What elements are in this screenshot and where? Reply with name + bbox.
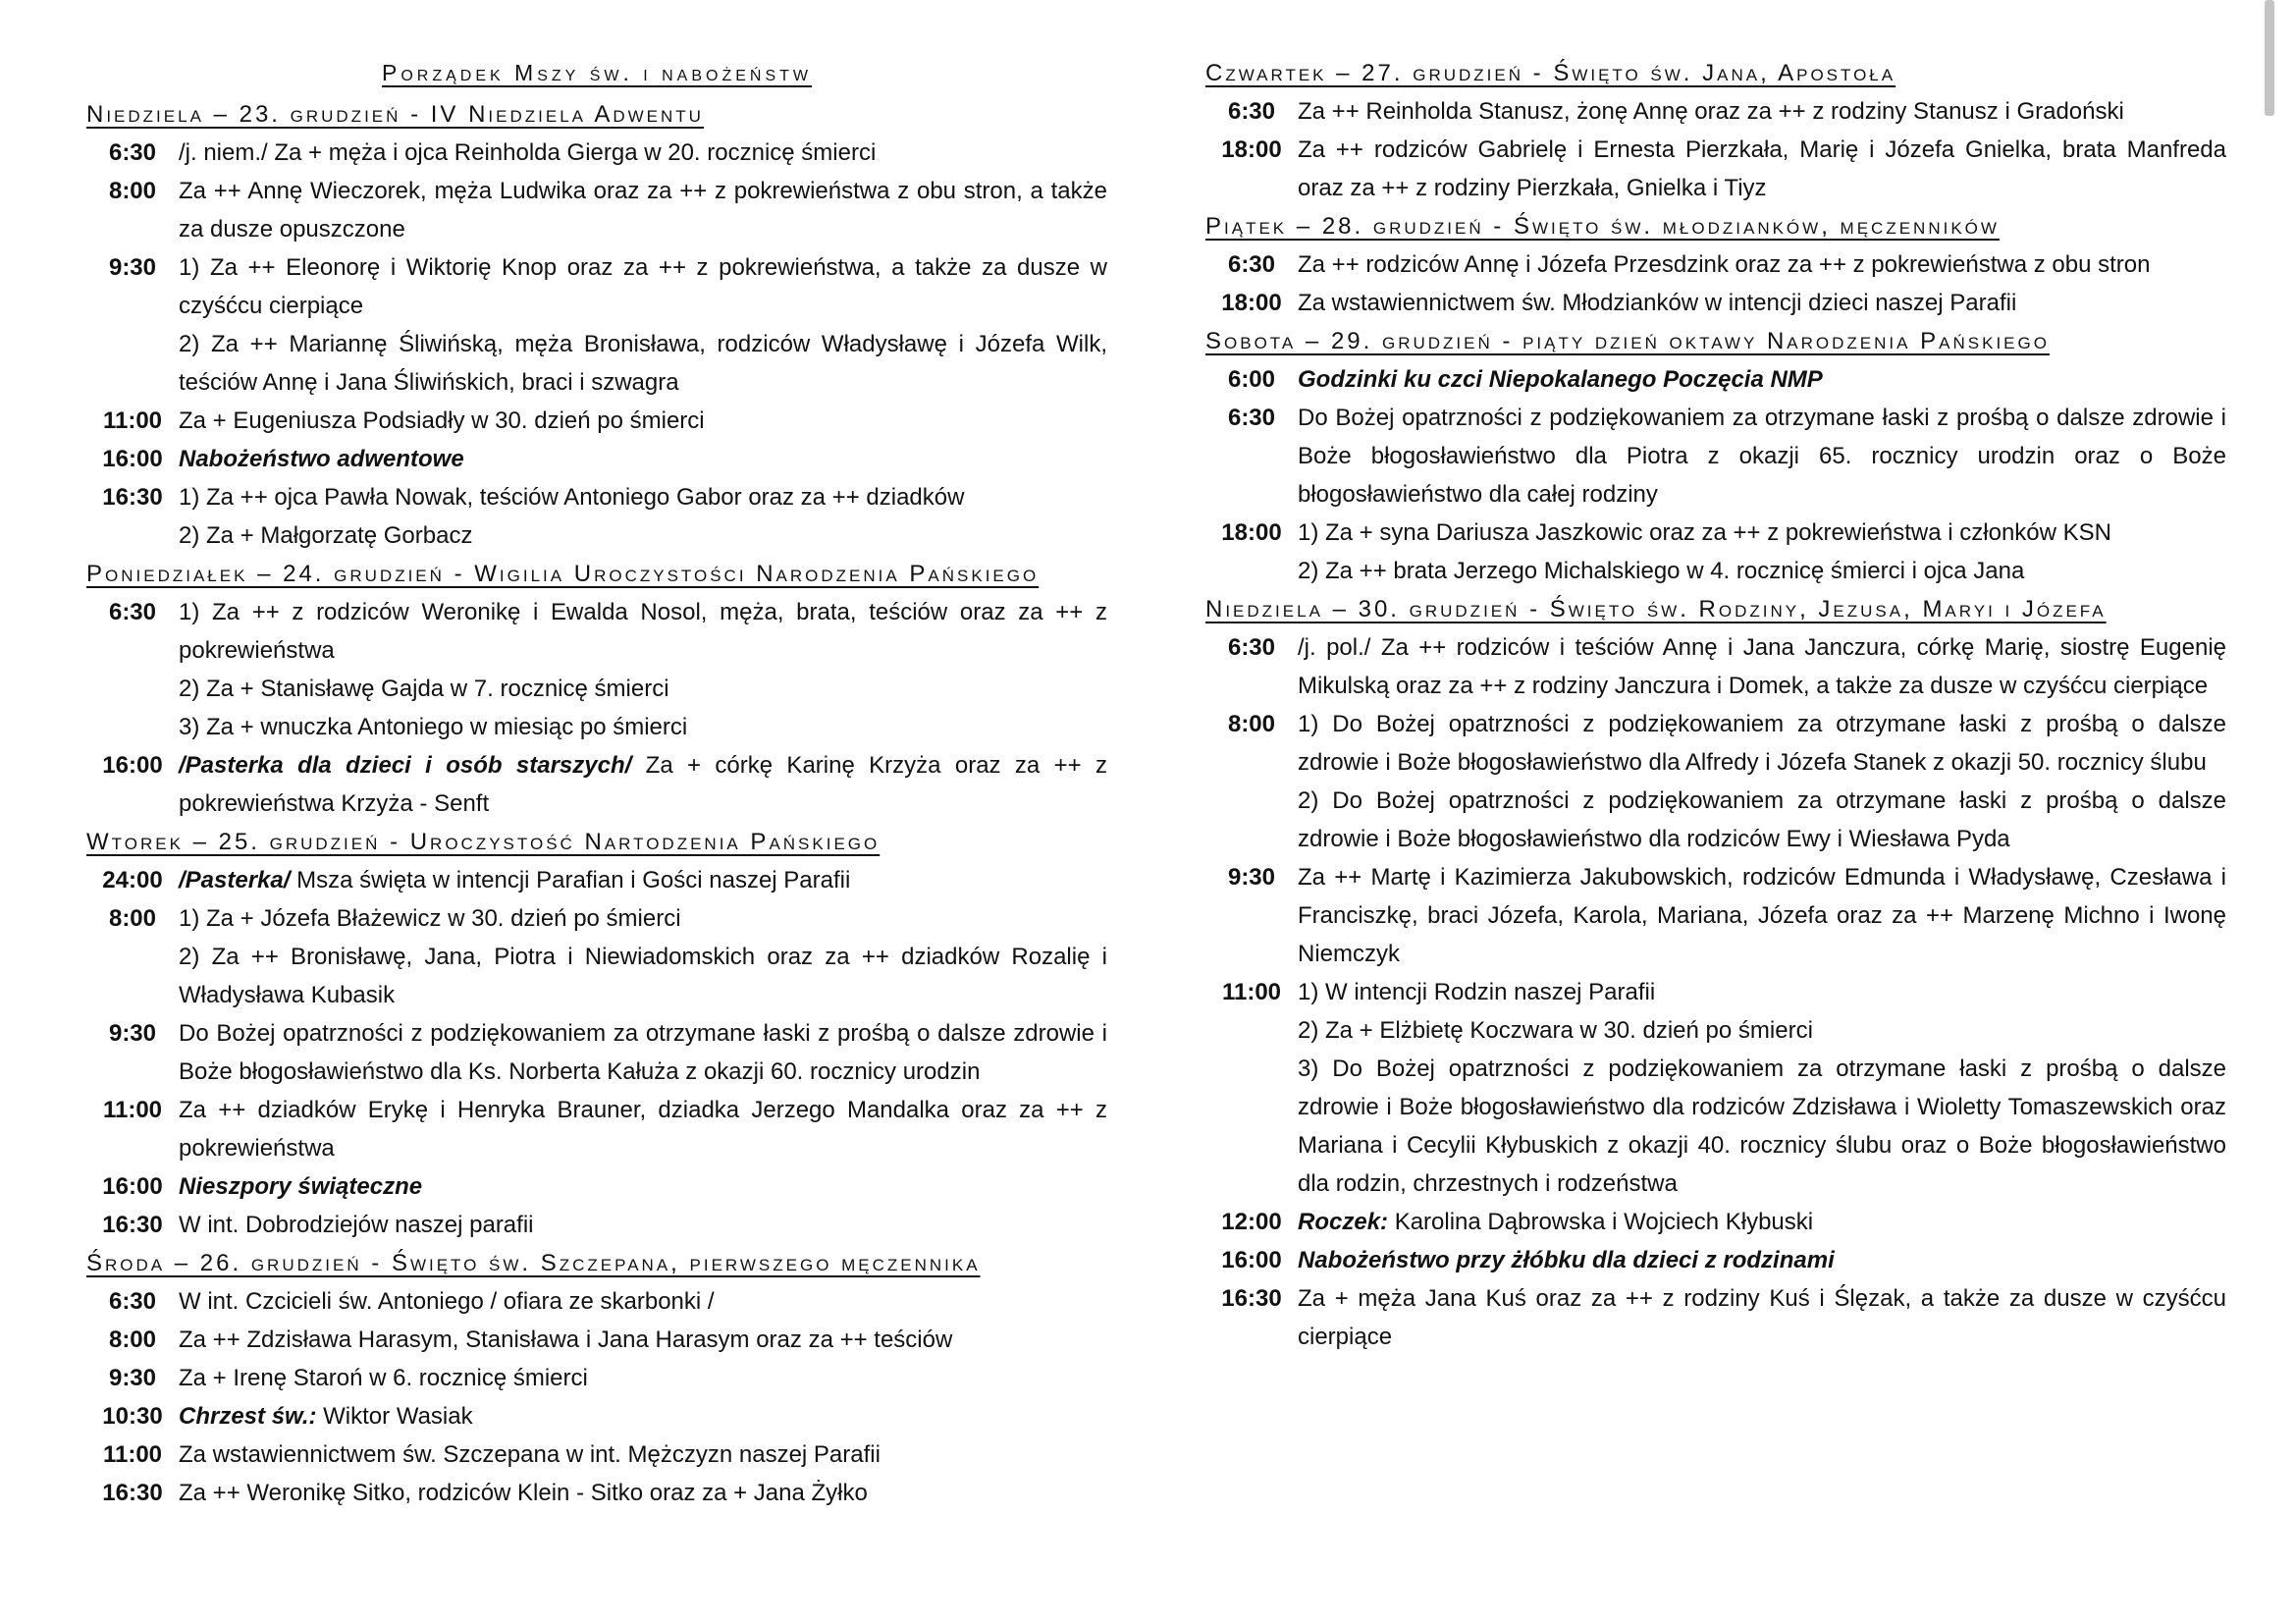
mass-entry: [86, 899, 1107, 1014]
mass-entry: [1205, 399, 2226, 514]
mass-time: 8:00: [108, 178, 157, 204]
mass-entry: [86, 746, 1107, 823]
mass-entry: [86, 861, 1107, 899]
mass-entry: [1205, 131, 2226, 207]
intention-text: [1298, 1279, 2226, 1356]
mass-time: 16:30: [102, 1212, 163, 1238]
intention-body: 1) Do Bożej opatrzności z podziękowaniem za otrzymane łaski z prośbą o dalsze zdrowie i Boże błogosławieństwo dla Alfredy i Józefa Stanek z okazji 50. rocznicy ślubu: [1298, 711, 2226, 776]
intention-list: [179, 1014, 1107, 1091]
mass-time: 16:00: [102, 446, 163, 472]
intention-list: [1298, 284, 2226, 322]
intention-text: [1298, 628, 2226, 705]
intention-label: /Pasterka/: [179, 867, 291, 893]
intention-body: 1) Za ++ ojca Pawła Nowak, teściów Antoniego Gabor oraz za ++ dziadków: [179, 484, 965, 511]
intention-text: [179, 440, 1107, 478]
mass-time: 8:00: [1227, 711, 1276, 737]
intention-text: [1298, 131, 2226, 207]
intention-text: [179, 478, 1107, 516]
mass-entry: [1205, 245, 2226, 284]
mass-time: 6:30: [1227, 405, 1276, 431]
mass-entry: [86, 478, 1107, 555]
mass-time: 6:30: [108, 1288, 157, 1315]
mass-entry: [86, 1167, 1107, 1206]
intention-list: [179, 248, 1107, 402]
mass-entry: [86, 1397, 1107, 1435]
mass-time: 11:00: [102, 1441, 163, 1468]
scrollbar[interactable]: [2265, 0, 2274, 116]
intention-list: [179, 1206, 1107, 1244]
intention-text: [179, 1091, 1107, 1167]
mass-time: 11:00: [102, 407, 163, 434]
intention-list: [179, 478, 1107, 555]
mass-time: 9:30: [108, 254, 157, 281]
mass-entry: [1205, 360, 2226, 399]
intention-text: [1298, 552, 2226, 590]
intention-text: [179, 172, 1107, 248]
intention-label: /Pasterka dla dzieci i osób starszych/: [179, 752, 632, 779]
intention-text: [179, 134, 1107, 172]
intention-body: 1) Za ++ z rodziców Weronikę i Ewalda Nosol, męża, brata, teściów oraz za ++ z pokrewieństwa: [179, 599, 1107, 664]
intention-text: [179, 708, 1107, 746]
mass-time: 6:30: [108, 599, 157, 625]
intention-text: [179, 1206, 1107, 1244]
mass-entry: [1205, 1279, 2226, 1356]
intention-text: [179, 1167, 1107, 1206]
mass-time: 8:00: [108, 905, 157, 932]
mass-entry: [86, 1435, 1107, 1474]
intention-list: [179, 1359, 1107, 1397]
intention-text: [1298, 1203, 2226, 1241]
left-column: [86, 54, 1107, 1512]
day-header: Niedziela – 30. grudzień - Święto św. Rodziny, Jezusa, Maryi i Józefa: [1205, 596, 2107, 623]
mass-time: 9:30: [108, 1020, 157, 1047]
intention-label: Nabożeństwo przy żłóbku dla dzieci z rodzinami: [1298, 1247, 1835, 1273]
intention-text: [179, 1435, 1107, 1474]
intention-list: [179, 861, 1107, 899]
intention-list: [179, 1474, 1107, 1512]
mass-entry: [86, 1321, 1107, 1359]
intention-label: Roczek:: [1298, 1209, 1389, 1235]
mass-entry: [86, 1091, 1107, 1167]
intention-body: Za + męża Jana Kuś oraz za ++ z rodziny Kuś i Ślęzak, a także za dusze w czyśćcu cierpiące: [1298, 1285, 2226, 1350]
intention-list: [179, 1091, 1107, 1167]
intention-body: Do Bożej opatrzności z podziękowaniem za otrzymane łaski z prośbą o dalsze zdrowie i Boże błogosławieństwo dla Ks. Norberta Kałuża z okazji 60. rocznicy urodzin: [179, 1020, 1107, 1085]
intention-body: Za + Eugeniusza Podsiadły w 30. dzień po śmierci: [179, 407, 705, 434]
intention-list: [1298, 1241, 2226, 1279]
intention-body: /j. niem./ Za + męża i ojca Reinholda Gierga w 20. rocznicę śmierci: [179, 139, 877, 166]
mass-entry: [1205, 973, 2226, 1203]
intention-text: [179, 1397, 1107, 1435]
intention-text: [1298, 973, 2226, 1011]
mass-time: 16:30: [102, 484, 163, 511]
intention-text: [179, 861, 1107, 899]
day-header: Sobota – 29. grudzień - piąty dzień oktawy Narodzenia Pańskiego: [1205, 328, 2050, 354]
intention-list: [179, 899, 1107, 1014]
intention-list: [1298, 360, 2226, 399]
intention-body: Za ++ Reinholda Stanusz, żonę Annę oraz za ++ z rodziny Stanusz i Gradoński: [1298, 98, 2124, 125]
intention-label: Nieszpory świąteczne: [179, 1173, 423, 1200]
mass-entry: [86, 172, 1107, 248]
intention-text: [179, 1321, 1107, 1359]
intention-text: [1298, 1050, 2226, 1203]
mass-entry: [1205, 1241, 2226, 1279]
intention-body: 1) W intencji Rodzin naszej Parafii: [1298, 979, 1656, 1005]
intention-text: [179, 746, 1107, 823]
intention-list: [179, 1167, 1107, 1206]
mass-time: 18:00: [1221, 290, 1282, 316]
mass-time: 16:00: [102, 1173, 163, 1200]
mass-time: 10:30: [102, 1403, 163, 1430]
intention-body: 1) Za + Józefa Błażewicz w 30. dzień po śmierci: [179, 905, 681, 932]
intention-list: [1298, 1203, 2226, 1241]
intention-body: Za wstawiennictwem św. Szczepana w int. Mężczyzn naszej Parafii: [179, 1441, 881, 1468]
mass-time: 18:00: [1221, 519, 1282, 546]
intention-body: Za ++ Zdzisława Harasym, Stanisława i Jana Harasym oraz za ++ teściów: [179, 1326, 953, 1353]
mass-time: 16:00: [102, 752, 163, 779]
mass-entry: [86, 1359, 1107, 1397]
right-column: [1205, 54, 2226, 1356]
intention-label: Chrzest św.:: [179, 1403, 317, 1430]
mass-entry: [1205, 1203, 2226, 1241]
mass-time: 11:00: [102, 1097, 163, 1123]
intention-text: [179, 1014, 1107, 1091]
intention-body: 2) Za + Stanisławę Gajda w 7. rocznicę śmierci: [179, 676, 669, 702]
intention-body: Za ++ Weronikę Sitko, rodziców Klein - Sitko oraz za + Jana Żyłko: [179, 1480, 868, 1506]
mass-time: 11:00: [1221, 979, 1282, 1005]
intention-body: 2) Za + Elżbietę Koczwara w 30. dzień po śmierci: [1298, 1017, 1813, 1044]
day-header: Poniedziałek – 24. grudzień - Wigilia Uroczystości Narodzenia Pańskiego: [86, 561, 1040, 587]
mass-time: 9:30: [1227, 864, 1276, 891]
intention-list: [179, 134, 1107, 172]
intention-text: [179, 938, 1107, 1014]
intention-list: [1298, 628, 2226, 705]
intention-body: W int. Czcicieli św. Antoniego / ofiara ze skarbonki /: [179, 1288, 715, 1315]
mass-entry: [1205, 858, 2226, 973]
intention-text: [1298, 782, 2226, 858]
intention-body: 3) Do Bożej opatrzności z podziękowaniem za otrzymane łaski z prośbą o dalsze zdrowie i Boże błogosławieństwo dla rodziców Zdzisława i Wioletty Tomaszewskich oraz Mariana i Cecylii Kłybuskich z okazji 40. rocznicy ślubu oraz o Boże błogosławieństwo dla rodzin, chrzestnych i rodzeństwa: [1298, 1056, 2226, 1197]
intention-body: Za + córkę Karinę Krzyża oraz za ++ z pokrewieństwa Krzyża - Senft: [179, 752, 1107, 817]
intention-list: [179, 1321, 1107, 1359]
mass-time: 16:00: [1221, 1247, 1282, 1273]
mass-entry: [86, 440, 1107, 478]
intention-list: [179, 172, 1107, 248]
intention-body: Msza święta w intencji Parafian i Gości naszej Parafii: [290, 867, 851, 893]
mass-time: 16:30: [102, 1480, 163, 1506]
intention-body: Karolina Dąbrowska i Wojciech Kłybuski: [1388, 1209, 1814, 1235]
intention-text: [1298, 514, 2226, 552]
intention-text: [1298, 92, 2226, 131]
mass-time: 6:30: [108, 139, 157, 166]
intention-text: [1298, 705, 2226, 782]
intention-text: [179, 593, 1107, 670]
intention-text: [179, 325, 1107, 402]
mass-time: 18:00: [1221, 136, 1282, 163]
mass-entry: [86, 248, 1107, 402]
intention-body: 3) Za + wnuczka Antoniego w miesiąc po śmierci: [179, 714, 688, 740]
intention-body: 1) Za ++ Eleonorę i Wiktorię Knop oraz za ++ z pokrewieństwa, a także za dusze w czyśćcu cierpiące: [179, 254, 1107, 319]
intention-text: [179, 1282, 1107, 1321]
intention-body: Do Bożej opatrzności z podziękowaniem za otrzymane łaski z prośbą o dalsze zdrowie i Boże błogosławieństwo dla Piotra z okazji 65. rocznicy urodzin oraz o Boże błogosławieństwo dla całej rodziny: [1298, 405, 2226, 508]
intention-list: [1298, 399, 2226, 514]
mass-entry: [1205, 284, 2226, 322]
intention-list: [179, 1397, 1107, 1435]
intention-text: [1298, 284, 2226, 322]
mass-entry: [1205, 514, 2226, 590]
intention-body: Za ++ rodziców Gabrielę i Ernesta Pierzkała, Marię i Józefa Gnielka, brata Manfreda oraz za ++ z rodziny Pierzkała, Gnielka i Tiyz: [1298, 136, 2226, 201]
mass-entry: [86, 1474, 1107, 1512]
intention-list: [1298, 973, 2226, 1203]
intention-list: [1298, 92, 2226, 131]
intention-list: [179, 1435, 1107, 1474]
day-header: Czwartek – 27. grudzień - Święto św. Jana, Apostoła: [1205, 60, 1896, 86]
intention-text: [179, 1474, 1107, 1512]
intention-text: [1298, 1241, 2226, 1279]
mass-entry: [86, 593, 1107, 746]
intention-text: [179, 516, 1107, 555]
intention-body: Za + Irenę Staroń w 6. rocznicę śmierci: [179, 1365, 588, 1391]
intention-text: [1298, 245, 2226, 284]
mass-entry: [86, 134, 1107, 172]
day-header: Piątek – 28. grudzień - Święto św. młodzianków, męczenników: [1205, 213, 2000, 240]
intention-body: Za ++ dziadków Erykę i Henryka Brauner, dziadka Jerzego Mandalka oraz za ++ z pokrewieństwa: [179, 1097, 1107, 1162]
mass-time: 8:00: [108, 1326, 157, 1353]
intention-text: [1298, 360, 2226, 399]
mass-time: 9:30: [108, 1365, 157, 1391]
mass-time: 24:00: [102, 867, 163, 893]
mass-entry: [86, 1014, 1107, 1091]
intention-text: [179, 670, 1107, 708]
intention-body: Wiktor Wasiak: [316, 1403, 473, 1430]
mass-entry: [1205, 705, 2226, 858]
intention-list: [179, 746, 1107, 823]
intention-list: [179, 440, 1107, 478]
mass-entry: [1205, 628, 2226, 705]
mass-time: 6:30: [1227, 634, 1276, 661]
mass-time: 16:30: [1221, 1285, 1282, 1312]
intention-list: [1298, 858, 2226, 973]
intention-body: W int. Dobrodziejów naszej parafii: [179, 1212, 534, 1238]
intention-body: 2) Za + Małgorzatę Gorbacz: [179, 522, 473, 549]
intention-body: 2) Za ++ brata Jerzego Michalskiego w 4. rocznicę śmierci i ojca Jana: [1298, 558, 2025, 584]
intention-body: 2) Do Bożej opatrzności z podziękowaniem za otrzymane łaski z prośbą o dalsze zdrowie i Boże błogosławieństwo dla rodziców Ewy i Wiesława Pyda: [1298, 787, 2226, 852]
mass-entry: [1205, 92, 2226, 131]
intention-body: Za wstawiennictwem św. Młodzianków w intencji dzieci naszej Parafii: [1298, 290, 2017, 316]
intention-body: /j. pol./ Za ++ rodziców i teściów Annę i Jana Janczura, córkę Marię, siostrę Eugenię Mikulską oraz za ++ z rodziny Janczura i Domek, a także za dusze w czyśćcu cierpiące: [1298, 634, 2226, 699]
mass-time: 6:30: [1227, 251, 1276, 278]
intention-body: 2) Za ++ Mariannę Śliwińską, męża Bronisława, rodziców Władysławę i Józefa Wilk, teściów Annę i Jana Śliwińskich, braci i szwagra: [179, 331, 1107, 396]
intention-label: Nabożeństwo adwentowe: [179, 446, 464, 472]
intention-text: [1298, 1011, 2226, 1050]
intention-text: [1298, 858, 2226, 973]
intention-body: 2) Za ++ Bronisławę, Jana, Piotra i Niewiadomskich oraz za ++ dziadków Rozalię i Władysława Kubasik: [179, 944, 1107, 1008]
intention-text: [179, 402, 1107, 440]
mass-entry: [86, 1282, 1107, 1321]
day-header: Środa – 26. grudzień - Święto św. Szczepana, pierwszego męczennika: [86, 1250, 981, 1276]
intention-list: [1298, 705, 2226, 858]
intention-list: [179, 1282, 1107, 1321]
mass-time: 6:00: [1227, 366, 1276, 393]
intention-list: [1298, 1279, 2226, 1356]
intention-list: [1298, 131, 2226, 207]
intention-text: [1298, 399, 2226, 514]
intention-text: [179, 899, 1107, 938]
intention-list: [1298, 514, 2226, 590]
intention-list: [1298, 245, 2226, 284]
mass-time: 12:00: [1221, 1209, 1282, 1235]
intention-label: Godzinki ku czci Niepokalanego Poczęcia NMP: [1298, 366, 1823, 393]
page-title: Porządek Mszy św. i nabożeństw: [381, 60, 813, 85]
intention-body: Za ++ Annę Wieczorek, męża Ludwika oraz za ++ z pokrewieństwa z obu stron, a także za dusze opuszczone: [179, 178, 1107, 243]
day-header: Niedziela – 23. grudzień - IV Niedziela Adwentu: [86, 101, 704, 128]
intention-text: [179, 1359, 1107, 1397]
intention-text: [179, 248, 1107, 325]
intention-list: [179, 402, 1107, 440]
intention-body: Za ++ rodziców Annę i Józefa Przesdzink oraz za ++ z pokrewieństwa z obu stron: [1298, 251, 2151, 278]
intention-body: Za ++ Martę i Kazimierza Jakubowskich, rodziców Edmunda i Władysławę, Czesława i Franciszkę, braci Józefa, Karola, Mariana, Józefa oraz za ++ Marzenę Michno i Iwonę Niemczyk: [1298, 864, 2226, 967]
intention-list: [179, 593, 1107, 746]
mass-time: 6:30: [1227, 98, 1276, 125]
mass-entry: [86, 402, 1107, 440]
intention-body: 1) Za + syna Dariusza Jaszkowic oraz za ++ z pokrewieństwa i członków KSN: [1298, 519, 2111, 546]
day-header: Wtorek – 25. grudzień - Uroczystość Nartodzenia Pańskiego: [86, 829, 881, 855]
mass-entry: [86, 1206, 1107, 1244]
